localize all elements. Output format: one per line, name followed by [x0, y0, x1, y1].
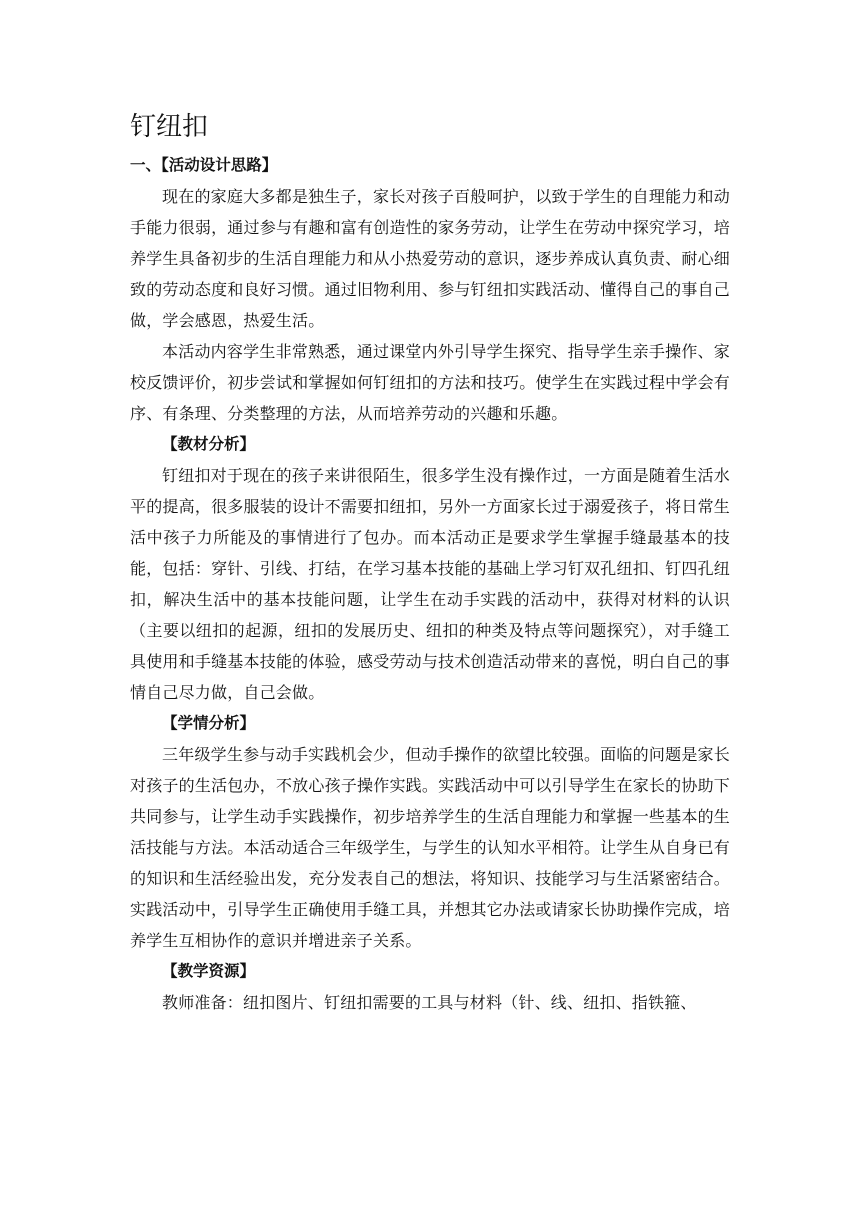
section-heading-material: 【教材分析】 [162, 435, 256, 453]
section-heading-students: 【学情分析】 [162, 714, 256, 732]
paragraph: 钉纽扣对于现在的孩子来讲很陌生，很多学生没有操作过，一方面是随着生活水平的提高，很多服装的设计不需要扣纽扣，另外一方面家长过于溺爱孩子，将日常生活中孩子力所能及的事情进行了包办。而本活动正是要求学生掌握手缝最基本的技能，包括：穿针、引线、打结，在学习基本技能的基础上学习钉双孔纽扣、钉四孔纽扣，解决生活中的基本技能问题，让学生在动手实践的活动中，获得对材料的认识（主要以纽扣的起源，纽扣的发展历史、纽扣的种类及特点等问题探究），对手缝工具使用和手缝基本技能的体验，感受劳动与技术创造活动带来的喜悦，明白自己的事情自己尽力做，自己会做。 [130, 466, 730, 702]
paragraph: 现在的家庭大多都是独生子，家长对孩子百般呵护，以致于学生的自理能力和动手能力很弱，通过参与有趣和富有创造性的家务劳动，让学生在劳动中探究学习，培养学生具备初步的生活自理能力和从小热爱劳动的意识，逐步养成认真负责、耐心细致的劳动态度和良好习惯。通过旧物利用、参与钉纽扣实践活动、懂得自己的事自己做，学会感恩，热爱生活。 [130, 187, 730, 330]
section-heading-resources: 【教学资源】 [162, 962, 256, 980]
paragraph: 三年级学生参与动手实践机会少，但动手操作的欲望比较强。面临的问题是家长对孩子的生活包办，不放心孩子操作实践。实践活动中可以引导学生在家长的协助下共同参与，让学生动手实践操作，初步培养学生的生活自理能力和掌握一些基本的生活技能与方法。本活动适合三年级学生，与学生的认知水平相符。让学生从自身已有的知识和生活经验出发，充分发表自己的想法，将知识、技能学习与生活紧密结合。实践活动中，引导学生正确使用手缝工具，并想其它办法或请家长协助操作完成，培养学生互相协作的意识并增进亲子关系。 [130, 745, 730, 950]
paragraph: 教师准备：纽扣图片、钉纽扣需要的工具与材料（针、线、纽扣、指铁箍、 [162, 993, 697, 1012]
document-title: 钉纽扣 [130, 112, 209, 142]
document-page [130, 108, 730, 1018]
section-heading-design: 一、【活动设计思路】 [130, 156, 278, 174]
paragraph: 本活动内容学生非常熟悉，通过课堂内外引导学生探究、指导学生亲手操作、家校反馈评价，初步尝试和掌握如何钉纽扣的方法和技巧。使学生在实践过程中学会有序、有条理、分类整理的方法，从而培养劳动的兴趣和乐趣。 [130, 342, 730, 423]
